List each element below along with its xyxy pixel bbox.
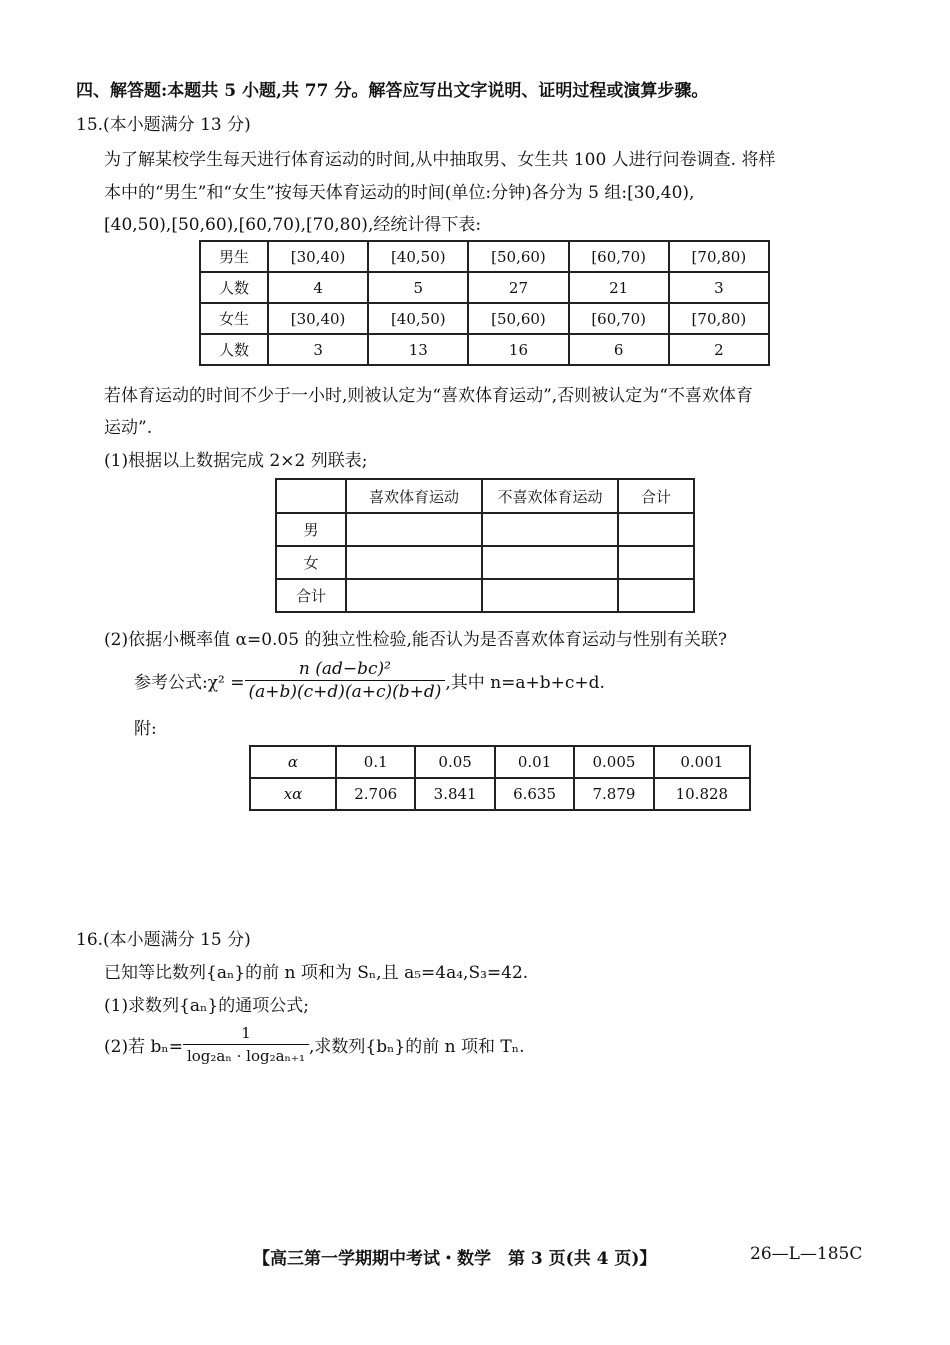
data-table-cell: [60,70) — [569, 303, 669, 334]
data-table-row-label: 人数 — [200, 272, 268, 303]
q16-fraction-denominator: log₂aₙ · log₂aₙ₊₁ — [186, 1047, 305, 1065]
data-table-cell: [50,60) — [468, 303, 568, 334]
q15-intro-line3: [40,50),[50,60),[60,70),[70,80),经统计得下表: — [104, 215, 482, 235]
q15-definition-line1: 若体育运动的时间不少于一小时,则被认定为“喜欢体育运动”,否则被认定为“不喜欢体育 — [104, 386, 753, 406]
ct-cell — [482, 579, 618, 612]
critical-table-cell: 0.01 — [495, 746, 574, 778]
contingency-table — [275, 478, 695, 613]
q15-part2: (2)依据小概率值 α=0.05 的独立性检验,能否认为是否喜欢体育运动与性别有关联? — [104, 630, 727, 650]
data-table-cell: 3 — [669, 272, 769, 303]
q15-part1: (1)根据以上数据完成 2×2 列联表; — [104, 451, 368, 471]
critical-table-cell: 6.635 — [495, 778, 574, 810]
q15-data-table — [199, 240, 770, 366]
q16-part2-pre: (2)若 bₙ= — [104, 1037, 183, 1057]
q15-intro-line2: 本中的“男生”和“女生”按每天体育运动的时间(单位:分钟)各分为 5 组:[30,40), — [104, 183, 695, 203]
formula-numerator: n (ad−bc)² — [245, 658, 446, 681]
appendix-label: 附: — [134, 719, 157, 739]
ct-cell — [618, 513, 694, 546]
critical-table-cell: 2.706 — [336, 778, 415, 810]
ct-header-total: 合计 — [618, 479, 694, 513]
critical-table-cell: 0.005 — [574, 746, 653, 778]
data-table-cell: [70,80) — [669, 241, 769, 272]
ct-cell — [346, 579, 482, 612]
q16-part2 — [104, 1022, 525, 1067]
data-table-cell: [30,40) — [268, 241, 368, 272]
data-table-cell: 4 — [268, 272, 368, 303]
critical-table-cell: 3.841 — [415, 778, 494, 810]
critical-table-cell: 7.879 — [574, 778, 653, 810]
critical-table-cell: 0.001 — [654, 746, 750, 778]
q16-part1: (1)求数列{aₙ}的通项公式; — [104, 996, 309, 1016]
data-table-cell: [40,50) — [368, 241, 468, 272]
data-table-cell: 3 — [268, 334, 368, 365]
data-table-cell: [60,70) — [569, 241, 669, 272]
data-table-cell: [70,80) — [669, 303, 769, 334]
data-table-row-label: 男生 — [200, 241, 268, 272]
ct-row-total: 合计 — [276, 579, 346, 612]
q16-heading: 16.(本小题满分 15 分) — [76, 930, 251, 950]
data-table-cell: 16 — [468, 334, 568, 365]
data-table-row-label: 女生 — [200, 303, 268, 334]
ct-header-dislike: 不喜欢体育运动 — [482, 479, 618, 513]
critical-table-cell: 0.05 — [415, 746, 494, 778]
q15-heading: 15.(本小题满分 13 分) — [76, 115, 251, 135]
ct-cell — [482, 546, 618, 579]
formula-label: 参考公式:χ² = — [134, 673, 245, 693]
ct-cell — [346, 513, 482, 546]
critical-table-row-label: α — [250, 746, 336, 778]
data-table-cell: 6 — [569, 334, 669, 365]
footer-title: 【高三第一学期期中考试・数学 第 3 页(共 4 页)】 — [253, 1249, 657, 1269]
data-table-cell: [50,60) — [468, 241, 568, 272]
formula-tail: ,其中 n=a+b+c+d. — [445, 673, 605, 693]
q16-fraction — [183, 1022, 309, 1067]
data-table-row — [200, 272, 769, 303]
data-table-cell: 5 — [368, 272, 468, 303]
critical-table-row — [250, 746, 750, 778]
footer-code: 26—L—185C — [750, 1244, 863, 1264]
formula-denominator: (a+b)(c+d)(a+c)(b+d) — [248, 682, 442, 702]
data-table-row-label: 人数 — [200, 334, 268, 365]
critical-value-table — [249, 745, 751, 811]
data-table-row — [200, 334, 769, 365]
q16-fraction-numerator: 1 — [183, 1022, 309, 1045]
data-table-row — [200, 241, 769, 272]
data-table-cell: 2 — [669, 334, 769, 365]
formula-fraction — [245, 658, 446, 703]
q15-intro-line1: 为了解某校学生每天进行体育运动的时间,从中抽取男、女生共 100 人进行问卷调查. 将样 — [104, 150, 776, 170]
critical-table-cell: 10.828 — [654, 778, 750, 810]
ct-cell — [482, 513, 618, 546]
data-table-row — [200, 303, 769, 334]
critical-table-row — [250, 778, 750, 810]
ct-cell — [618, 579, 694, 612]
data-table-cell: [40,50) — [368, 303, 468, 334]
ct-row-female: 女 — [276, 546, 346, 579]
q15-definition-line2: 运动”. — [104, 418, 153, 438]
data-table-cell: 27 — [468, 272, 568, 303]
reference-formula — [134, 658, 605, 703]
ct-header-like: 喜欢体育运动 — [346, 479, 482, 513]
data-table-cell: 13 — [368, 334, 468, 365]
q16-given: 已知等比数列{aₙ}的前 n 项和为 Sₙ,且 a₅=4a₄,S₃=42. — [104, 963, 529, 983]
data-table-cell: [30,40) — [268, 303, 368, 334]
section-header: 四、解答题:本题共 5 小题,共 77 分。解答应写出文字说明、证明过程或演算步骤。 — [76, 81, 709, 101]
ct-cell — [618, 546, 694, 579]
ct-cell — [346, 546, 482, 579]
ct-header-corner — [276, 479, 346, 513]
critical-table-cell: 0.1 — [336, 746, 415, 778]
critical-table-row-label: xα — [250, 778, 336, 810]
data-table-cell: 21 — [569, 272, 669, 303]
ct-row-male: 男 — [276, 513, 346, 546]
q16-part2-post: ,求数列{bₙ}的前 n 项和 Tₙ. — [308, 1037, 525, 1057]
